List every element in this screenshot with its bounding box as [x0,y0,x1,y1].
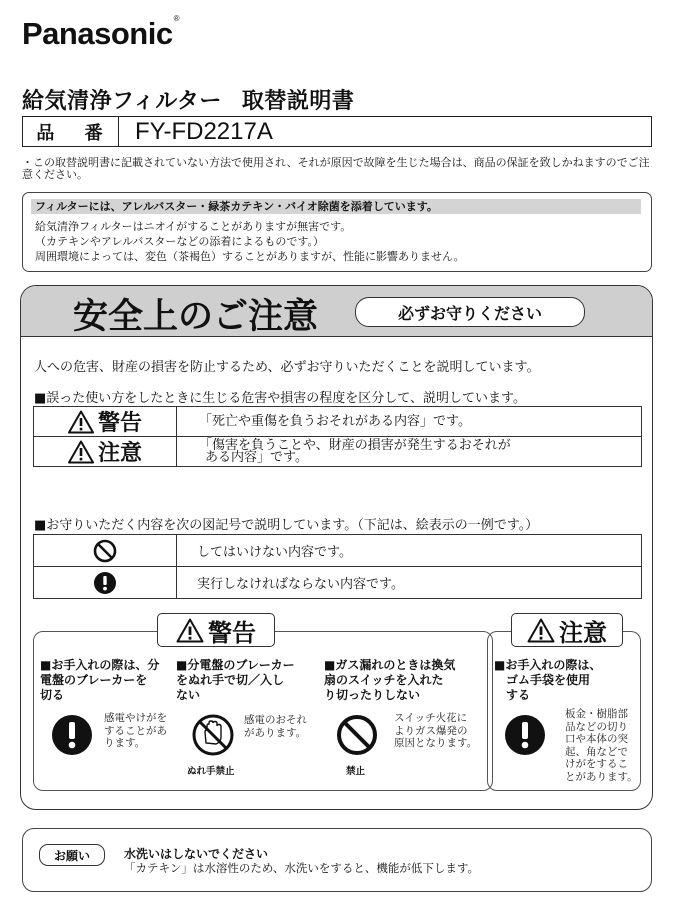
filter-info-line: 給気清浄フィルターはニオイがすることがありますが無害です。 [35,220,352,233]
safety-title: 安全上のご注意 [73,297,319,337]
warranty-notice: ・この取替説明書に記載されていない方法で使用され、それが原因で故障を生じた場合は、商品の保証を致しかねますのでご注意ください。 [22,156,650,181]
safety-header [21,286,652,337]
prohibition-icon [336,714,378,756]
caution-item-title: ■お手入れの際は、 ゴム手袋を使用 する [494,658,602,702]
wet-hand-prohibited-icon [192,714,234,756]
warning-item-3-title: ■ガス漏れのときは換気 扇のスイッチを入れた り切ったりしない [324,658,456,702]
warning-item-1-text: 感電やけがを することがあ ります。 [104,712,167,749]
wet-hand-caption: ぬれ手禁止 [187,766,235,777]
filter-info-box [22,192,652,272]
model-label: 品 番 [23,117,119,146]
caution-triangle-icon [527,618,555,643]
symbol-row-mandatory [34,566,641,598]
mandatory-icon [93,571,117,595]
mandatory-icon [504,714,546,756]
filter-info-line: 周囲環境によっては、変色（茶褐色）することがありますが、性能に影響ありません。 [35,250,465,263]
model-value: FY-FD2217A [135,117,273,145]
safety-section [20,285,653,810]
prohibition-caption: 禁止 [346,766,366,777]
signal-word-table [33,406,642,467]
symbol-desc-mandatory: 実行しなければならない内容です。 [197,577,404,592]
mandatory-icon [51,714,93,756]
caution-item-text: 板金・樹脂部 品などの切り 口や本体の突 起、角などで けがをするこ とがあります。 [565,708,638,783]
caution-tag: 注意 [511,613,623,647]
safety-intro: 人への危害、財産の損害を防止するため、必ずお守りいただくことを説明しています。 [34,360,540,375]
warning-item-1-title: ■お手入れの際は、分 電盤のブレーカーを 切る [40,658,160,702]
filter-info-header: フィルターには、アレルバスター・緑茶カテキン・バイオ除菌を添着しています。 [31,199,641,214]
signal-row-warning [34,407,641,436]
caution-panel [487,631,641,791]
request-title: 水洗いはしないでください [124,847,269,861]
signal-desc-warning: 「死亡や重傷を負うおそれがある内容」です。 [199,413,471,429]
warning-panel [33,631,493,791]
safety-subtitle: 必ずお守りください [355,297,585,327]
page-title: 給気清浄フィルター 取替説明書 [22,89,355,114]
model-number-box [22,116,652,147]
warning-item-2-title: ■分電盤のブレーカー をぬれ手で切／入し ない [176,658,295,702]
request-box [22,828,652,892]
warning-triangle-icon [68,410,94,434]
symbol-table [33,534,642,599]
signal-desc-caution: 「傷害を負うことや、財産の損害が発生するおそれが ある内容」です。 [199,437,511,465]
warning-triangle-icon [176,618,204,643]
request-text: 「カテキン」は水溶性のため、水洗いをすると、機能が低下します。 [124,861,480,875]
caution-triangle-icon [68,440,94,464]
signal-word-warning: 警告 [97,411,142,436]
signal-word-caution: 注意 [97,441,142,466]
signal-section-heading: ■誤った使い方をしたときに生じる危害や損害の程度を区分して、説明しています。 [34,391,526,406]
warning-item-3-text: スイッチ火花に よりガス爆発の 原因となります。 [394,712,478,749]
filter-info-line: （カテキンやアレルバスターなどの添着によるものです。） [35,235,325,248]
signal-row-caution [34,436,641,466]
request-label: お願い [39,844,105,866]
brand-logo: Panasonic® [22,14,179,51]
warning-item-2-text: 感電のおそれ があります。 [244,714,307,739]
symbol-section-heading: ■お守りいただく内容を次の図記号で説明しています。（下記は、絵表示の一例です。） [34,518,539,533]
symbol-desc-prohibition: してはいけない内容です。 [197,545,352,560]
warning-tag: 警告 [157,613,275,647]
symbol-row-prohibition [34,535,641,566]
prohibition-icon [93,539,117,563]
